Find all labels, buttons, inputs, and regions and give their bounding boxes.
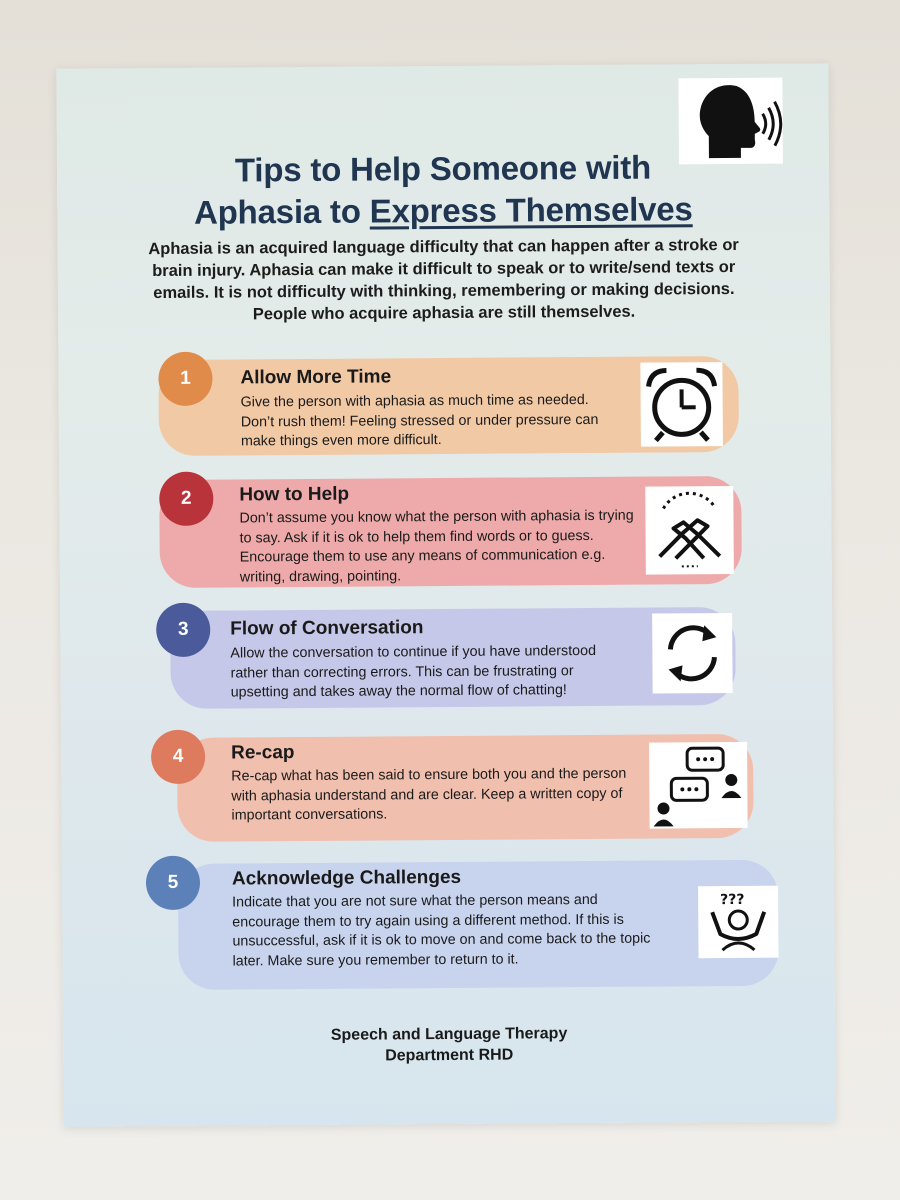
page-title [117, 146, 770, 235]
title-line-1: Tips to Help Someone with [234, 148, 652, 189]
tip-card-2 [159, 476, 742, 588]
conversation-icon [649, 742, 748, 829]
tip-card-3 [170, 607, 736, 709]
tip-body: Indicate that you are not sure what the person means and encourage them to try again using a different method. If this is unsuccessful, ask if it is ok to move on and come back to the topic later. Make sure you remember to return to it. [232, 891, 651, 969]
tip-icon-box [649, 742, 748, 829]
tip-icon-box [645, 486, 734, 575]
title-line-2 [117, 188, 769, 235]
tip-number-badge: 3 [156, 603, 210, 657]
tip-heading: Allow More Time [240, 366, 392, 389]
helping-hands-icon [645, 486, 734, 575]
intro-paragraph: Aphasia is an acquired language difficulty that can happen after a stroke or brain injury. Aphasia can make it difficult to speak or to write/send texts or emails. It is not difficulty with thinking, remembering or making decisions. [148, 235, 739, 303]
title-line-2-prefix: Aphasia to [193, 192, 370, 231]
tip-card-4 [172, 734, 754, 842]
tip-icon-box [652, 613, 733, 694]
tip-number-badge: 4 [151, 730, 205, 784]
tip-body: Don’t assume you know what the person with aphasia is trying to say. Ask if it is ok to help them find words or to guess. Encourage them to use any means of communication e.g. writing, drawing, pointing. [239, 507, 634, 585]
aphasia-poster [56, 63, 835, 1126]
intro-text [138, 234, 751, 326]
tip-body: Allow the conversation to continue if you have understood rather than correcting errors. This can be frustrating or upsetting and takes away the normal flow of chatting! [230, 642, 597, 701]
tip-body: Give the person with aphasia as much time as needed. Don’t rush them! Feeling stressed or under pressure can make things even more difficult. [240, 391, 599, 450]
svg-text:???: ??? [720, 891, 745, 909]
footer-line-1: Speech and Language Therapy [330, 1025, 568, 1044]
tip-number-badge: 5 [146, 856, 200, 910]
tip-heading: Acknowledge Challenges [231, 866, 462, 890]
tip-number-badge: 1 [158, 352, 212, 406]
title-underlined-phrase: Express Themselves [369, 190, 693, 230]
tip-number-badge: 2 [159, 472, 213, 526]
tip-heading: Flow of Conversation [230, 617, 424, 640]
confused-person-icon [698, 886, 779, 959]
tip-icon-box [640, 362, 723, 447]
footer-line-2: Department RHD [385, 1046, 514, 1065]
tip-heading: Re-cap [231, 742, 295, 764]
tip-body: Re-cap what has been said to ensure both you and the person with aphasia understand and are clear. Keep a written copy of important conversations. [231, 765, 627, 824]
tip-icon-box [698, 886, 779, 959]
footer-credit [63, 1021, 835, 1068]
tip-card-5 [167, 860, 779, 990]
tip-heading: How to Help [239, 483, 350, 506]
tip-card-1 [158, 356, 739, 456]
intro-emphasis: People who acquire aphasia are still themselves. [252, 302, 636, 324]
refresh-arrows-icon [652, 613, 733, 694]
alarm-clock-icon [640, 362, 723, 447]
